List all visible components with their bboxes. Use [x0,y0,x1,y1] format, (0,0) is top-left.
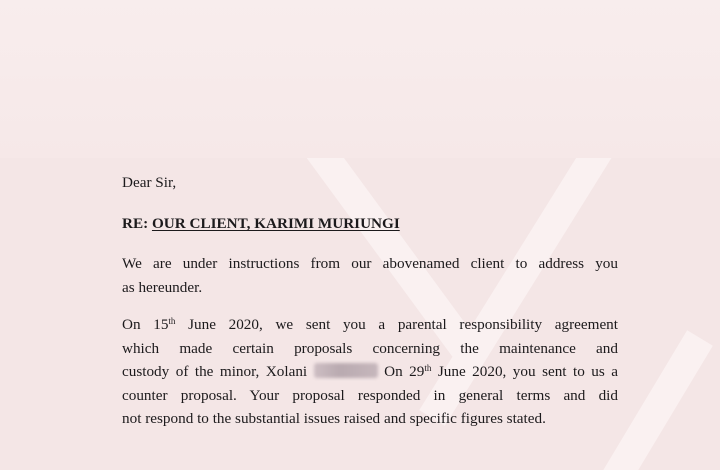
paragraph-line [122,313,618,337]
paragraph-line: as hereunder. [122,278,203,296]
salutation: Dear Sir, [122,174,177,191]
reference-prefix: RE: [122,215,149,232]
paragraph-line [122,360,618,384]
reference-line [122,215,400,233]
line-text: June 2020, we sent you a parental responsibility agreement [175,316,618,333]
line-text: custody of the minor, Xolani [122,363,308,380]
line-text: June 2020, you sent to us a [431,363,619,380]
date-text: On 29 [384,363,425,380]
redacted-name-blur [314,363,378,378]
paragraph-proposal [122,313,618,431]
reference-subject: OUR CLIENT, KARIMI MURIUNGI [151,215,400,232]
paragraph-line: We are under instructions from our abovenamed client to address you [122,255,618,272]
paragraph-instructions [122,252,618,299]
paragraph-line: counter proposal. Your proposal responded in general terms and did [122,386,618,404]
paragraph-line: which made certain proposals concerning the maintenance and [122,339,618,357]
paragraph-line: not respond to the substantial issues raised and specific figures stated. [122,410,546,427]
date-text: On 15 [122,316,169,333]
ordinal-suffix: th [424,363,432,373]
letter-page [0,158,720,470]
ordinal-suffix: th [168,316,176,326]
watermark-stroke [610,338,700,470]
